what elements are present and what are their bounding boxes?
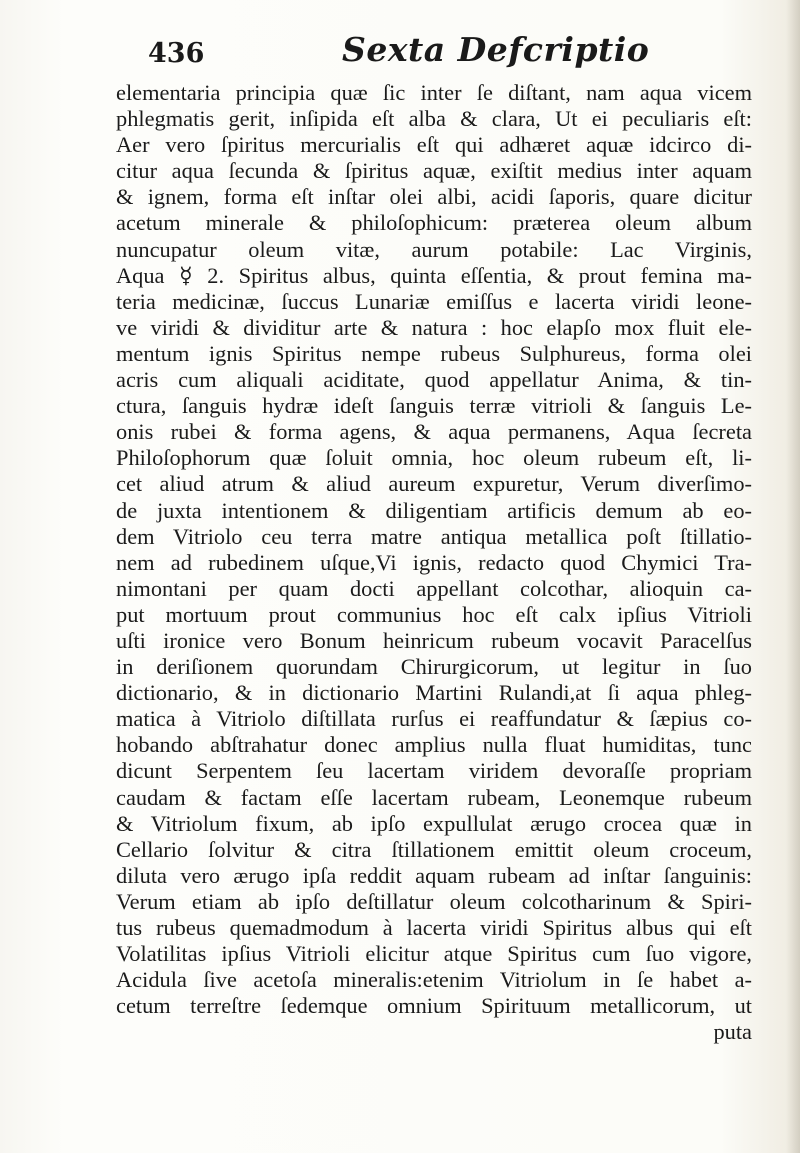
page-header (148, 22, 668, 82)
text-line: Cellario ſolvitur & citra ſtillationem emittit oleum croceum, (116, 836, 752, 862)
text-line: dem Vitriolo ceu terra matre antiqua metallica poſt ſtillatio- (116, 523, 752, 549)
page-edge-shadow (786, 0, 800, 1153)
text-line: Philoſophorum quæ ſoluit omnia, hoc oleum rubeum eſt, li- (116, 445, 752, 471)
text-line: hobando abſtrahatur donec amplius nulla fluat humiditas, tunc (116, 732, 752, 758)
text-line: in deriſionem quorundam Chirurgicorum, ut legitur in ſuo (116, 654, 752, 680)
text-line: acris cum aliquali aciditate, quod appellatur Anima, & tin- (116, 367, 752, 393)
text-line: nem ad rubedinem uſque,Vi ignis, redacto quod Chymici Tra- (116, 549, 752, 575)
text-line: Aer vero ſpiritus mercurialis eſt qui adhæret aquæ idcirco di- (116, 132, 752, 158)
text-line: matica à Vitriolo diſtillata rurſus ei reaffundatur & ſæpius co- (116, 706, 752, 732)
text-line: citur aqua ſecunda & ſpiritus aquæ, exiſtit medius inter aquam (116, 158, 752, 184)
text-line: de juxta intentionem & diligentiam artificis demum ab eo- (116, 497, 752, 523)
text-line: dicunt Serpentem ſeu lacertam viridem devoraſſe propriam (116, 758, 752, 784)
text-line: Verum etiam ab ipſo deſtillatur oleum colcotharinum & Spiri- (116, 888, 752, 914)
text-line: tus rubeus quemadmodum à lacerta viridi Spiritus albus qui eſt (116, 915, 752, 940)
text-line: phlegmatis gerit, inſipida eſt alba & clara, Ut ei peculiaris eſt: (116, 106, 752, 132)
text-line: dictionario, & in dictionario Martini Rulandi,at ſi aqua phleg- (116, 680, 752, 706)
text-line: ctura, ſanguis hydræ ideſt ſanguis terræ vitrioli & ſanguis Le- (116, 393, 752, 419)
text-line: Acidula ſive acetoſa mineralis:etenim Vitriolum in ſe habet a- (116, 967, 752, 993)
text-line: put mortuum prout communius hoc eſt calx ipſius Vitrioli (116, 601, 752, 627)
text-line: onis rubei & forma agens, & aqua permanens, Aqua ſecreta (116, 419, 752, 445)
text-line: & Vitriolum fixum, ab ipſo expullulat ærugo crocea quæ in (116, 810, 752, 836)
text-line: uſti ironice vero Bonum heinricum rubeum vocavit Paracelſus (116, 627, 752, 653)
text-line: mentum ignis Spiritus nempe rubeus Sulphureus, forma olei (116, 340, 752, 366)
text-line: nimontani per quam docti appellant colcothar, alioquin ca- (116, 575, 752, 601)
text-line: Aqua ☿ 2. Spiritus albus, quinta eſſentia, & prout femina ma- (116, 262, 752, 288)
text-line: caudam & factam eſſe lacertam rubeam, Leonemque rubeum (116, 784, 752, 810)
catchword: puta (713, 1019, 752, 1045)
text-line: diluta vero ærugo ipſa reddit aquam rubeam ad inſtar ſanguinis: (116, 862, 752, 888)
text-line: teria medicinæ, ſuccus Lunariæ emiſſus e lacerta viridi leone- (116, 288, 752, 314)
text-line: cet aliud atrum & aliud aureum expuretur, Verum diverſimo- (116, 471, 752, 497)
text-line: Volatilitas ipſius Vitrioli elicitur atque Spiritus cum ſuo vigore, (116, 941, 752, 967)
text-line: acetum minerale & philoſophicum: præterea oleum album (116, 210, 752, 236)
page-number: 436 (148, 38, 205, 69)
running-title: Sexta Defcriptio (342, 30, 650, 69)
text-line: cetum terreſtre ſedemque omnium Spirituum metallicorum, ut (116, 993, 752, 1019)
body-text (116, 80, 752, 1045)
text-line: & ignem, forma eſt inſtar olei albi, acidi ſaporis, quare dicitur (116, 184, 752, 210)
text-line: elementaria principia quæ ſic inter ſe diſtant, nam aqua vicem (116, 80, 752, 105)
text-line: nuncupatur oleum vitæ, aurum potabile: Lac Virginis, (116, 236, 752, 262)
text-line: ve viridi & dividitur arte & natura : hoc elapſo mox fluit ele- (116, 314, 752, 340)
